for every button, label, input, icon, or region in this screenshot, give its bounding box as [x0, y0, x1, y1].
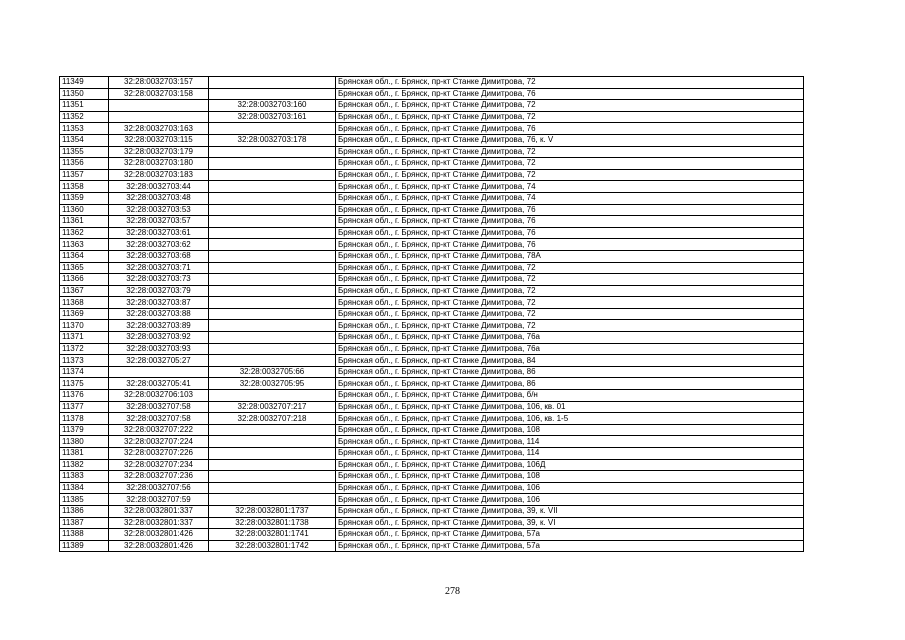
land-cadastral-cell: 32:28:0032801:337 — [109, 505, 209, 517]
land-cadastral-cell: 32:28:0032703:179 — [109, 146, 209, 158]
row-number-cell: 11355 — [60, 146, 109, 158]
address-cell: Брянская обл., г. Брянск, пр-кт Станке Димитрова, 108 — [336, 471, 804, 483]
object-cadastral-cell — [209, 436, 336, 448]
land-cadastral-cell: 32:28:0032703:157 — [109, 77, 209, 89]
object-cadastral-cell — [209, 459, 336, 471]
row-number-cell: 11388 — [60, 529, 109, 541]
object-cadastral-cell: 32:28:0032801:1741 — [209, 529, 336, 541]
land-cadastral-cell: 32:28:0032703:62 — [109, 239, 209, 251]
address-cell: Брянская обл., г. Брянск, пр-кт Станке Димитрова, 72 — [336, 320, 804, 332]
table-row — [60, 204, 804, 216]
address-cell: Брянская обл., г. Брянск, пр-кт Станке Димитрова, 76 — [336, 239, 804, 251]
row-number-cell: 11378 — [60, 413, 109, 425]
row-number-cell: 11351 — [60, 100, 109, 112]
land-cadastral-cell: 32:28:0032703:73 — [109, 274, 209, 286]
address-cell: Брянская обл., г. Брянск, пр-кт Станке Димитрова, 57а — [336, 529, 804, 541]
object-cadastral-cell — [209, 297, 336, 309]
address-cell: Брянская обл., г. Брянск, пр-кт Станке Димитрова, 86 — [336, 366, 804, 378]
table-row — [60, 320, 804, 332]
table-row — [60, 436, 804, 448]
table-row — [60, 355, 804, 367]
table-row — [60, 366, 804, 378]
row-number-cell: 11376 — [60, 390, 109, 402]
row-number-cell: 11372 — [60, 343, 109, 355]
land-cadastral-cell: 32:28:0032801:426 — [109, 529, 209, 541]
address-cell: Брянская обл., г. Брянск, пр-кт Станке Димитрова, 106, кв. 1-5 — [336, 413, 804, 425]
table-row — [60, 332, 804, 344]
land-cadastral-cell — [109, 366, 209, 378]
address-cell: Брянская обл., г. Брянск, пр-кт Станке Димитрова, 72 — [336, 158, 804, 170]
address-cell: Брянская обл., г. Брянск, пр-кт Станке Димитрова, 72 — [336, 111, 804, 123]
page-number: 278 — [445, 586, 460, 597]
table-row — [60, 517, 804, 529]
object-cadastral-cell — [209, 332, 336, 344]
row-number-cell: 11350 — [60, 88, 109, 100]
row-number-cell: 11349 — [60, 77, 109, 89]
address-cell: Брянская обл., г. Брянск, пр-кт Станке Димитрова, 74 — [336, 192, 804, 204]
row-number-cell: 11370 — [60, 320, 109, 332]
address-cell: Брянская обл., г. Брянск, пр-кт Станке Димитрова, 76 — [336, 88, 804, 100]
address-cell: Брянская обл., г. Брянск, пр-кт Станке Димитрова, 106, кв. 01 — [336, 401, 804, 413]
address-cell: Брянская обл., г. Брянск, пр-кт Станке Димитрова, 76 — [336, 204, 804, 216]
object-cadastral-cell — [209, 216, 336, 228]
object-cadastral-cell — [209, 181, 336, 193]
table-row — [60, 424, 804, 436]
object-cadastral-cell — [209, 204, 336, 216]
object-cadastral-cell — [209, 424, 336, 436]
table-row — [60, 482, 804, 494]
object-cadastral-cell: 32:28:0032801:1737 — [209, 505, 336, 517]
object-cadastral-cell — [209, 320, 336, 332]
address-cell: Брянская обл., г. Брянск, пр-кт Станке Димитрова, б/н — [336, 390, 804, 402]
address-cell: Брянская обл., г. Брянск, пр-кт Станке Димитрова, 57а — [336, 540, 804, 552]
address-cell: Брянская обл., г. Брянск, пр-кт Станке Димитрова, 72 — [336, 146, 804, 158]
land-cadastral-cell: 32:28:0032703:87 — [109, 297, 209, 309]
table-row — [60, 505, 804, 517]
object-cadastral-cell — [209, 448, 336, 460]
land-cadastral-cell: 32:28:0032801:337 — [109, 517, 209, 529]
address-cell: Брянская обл., г. Брянск, пр-кт Станке Димитрова, 72 — [336, 297, 804, 309]
row-number-cell: 11375 — [60, 378, 109, 390]
land-cadastral-cell: 32:28:0032703:44 — [109, 181, 209, 193]
row-number-cell: 11359 — [60, 192, 109, 204]
land-cadastral-cell: 32:28:0032705:41 — [109, 378, 209, 390]
address-cell: Брянская обл., г. Брянск, пр-кт Станке Димитрова, 76, к. V — [336, 134, 804, 146]
table-row — [60, 378, 804, 390]
land-cadastral-cell: 32:28:0032703:89 — [109, 320, 209, 332]
object-cadastral-cell: 32:28:0032707:217 — [209, 401, 336, 413]
object-cadastral-cell — [209, 239, 336, 251]
land-cadastral-cell: 32:28:0032703:180 — [109, 158, 209, 170]
row-number-cell: 11363 — [60, 239, 109, 251]
row-number-cell: 11357 — [60, 169, 109, 181]
table-row — [60, 169, 804, 181]
object-cadastral-cell: 32:28:0032705:66 — [209, 366, 336, 378]
table-row — [60, 529, 804, 541]
land-cadastral-cell: 32:28:0032707:234 — [109, 459, 209, 471]
table-row — [60, 239, 804, 251]
table-row — [60, 471, 804, 483]
row-number-cell: 11356 — [60, 158, 109, 170]
table-row — [60, 262, 804, 274]
table-row — [60, 343, 804, 355]
table-row — [60, 308, 804, 320]
address-cell: Брянская обл., г. Брянск, пр-кт Станке Димитрова, 76 — [336, 227, 804, 239]
object-cadastral-cell — [209, 88, 336, 100]
object-cadastral-cell: 32:28:0032703:160 — [209, 100, 336, 112]
table-row — [60, 274, 804, 286]
row-number-cell: 11377 — [60, 401, 109, 413]
object-cadastral-cell — [209, 285, 336, 297]
object-cadastral-cell — [209, 262, 336, 274]
land-cadastral-cell: 32:28:0032707:58 — [109, 401, 209, 413]
object-cadastral-cell — [209, 355, 336, 367]
row-number-cell: 11367 — [60, 285, 109, 297]
object-cadastral-cell: 32:28:0032801:1742 — [209, 540, 336, 552]
land-cadastral-cell: 32:28:0032707:58 — [109, 413, 209, 425]
table-row — [60, 123, 804, 135]
row-number-cell: 11373 — [60, 355, 109, 367]
object-cadastral-cell — [209, 494, 336, 506]
land-cadastral-cell — [109, 100, 209, 112]
table-row — [60, 285, 804, 297]
row-number-cell: 11379 — [60, 424, 109, 436]
land-cadastral-cell: 32:28:0032703:71 — [109, 262, 209, 274]
row-number-cell: 11366 — [60, 274, 109, 286]
land-cadastral-cell: 32:28:0032707:224 — [109, 436, 209, 448]
table-row — [60, 181, 804, 193]
address-cell: Брянская обл., г. Брянск, пр-кт Станке Димитрова, 86 — [336, 378, 804, 390]
property-table — [59, 76, 804, 552]
object-cadastral-cell — [209, 471, 336, 483]
address-cell: Брянская обл., г. Брянск, пр-кт Станке Димитрова, 106 — [336, 494, 804, 506]
row-number-cell: 11374 — [60, 366, 109, 378]
row-number-cell: 11365 — [60, 262, 109, 274]
row-number-cell: 11387 — [60, 517, 109, 529]
land-cadastral-cell: 32:28:0032706:103 — [109, 390, 209, 402]
table-row — [60, 134, 804, 146]
table-row — [60, 390, 804, 402]
row-number-cell: 11369 — [60, 308, 109, 320]
address-cell: Брянская обл., г. Брянск, пр-кт Станке Димитрова, 72 — [336, 308, 804, 320]
address-cell: Брянская обл., г. Брянск, пр-кт Станке Димитрова, 106 — [336, 482, 804, 494]
object-cadastral-cell — [209, 390, 336, 402]
address-cell: Брянская обл., г. Брянск, пр-кт Станке Димитрова, 72 — [336, 100, 804, 112]
object-cadastral-cell: 32:28:0032703:161 — [209, 111, 336, 123]
row-number-cell: 11386 — [60, 505, 109, 517]
land-cadastral-cell: 32:28:0032703:158 — [109, 88, 209, 100]
address-cell: Брянская обл., г. Брянск, пр-кт Станке Димитрова, 114 — [336, 448, 804, 460]
address-cell: Брянская обл., г. Брянск, пр-кт Станке Димитрова, 76а — [336, 343, 804, 355]
land-cadastral-cell: 32:28:0032703:93 — [109, 343, 209, 355]
row-number-cell: 11364 — [60, 250, 109, 262]
row-number-cell: 11381 — [60, 448, 109, 460]
object-cadastral-cell — [209, 250, 336, 262]
row-number-cell: 11358 — [60, 181, 109, 193]
land-cadastral-cell — [109, 111, 209, 123]
table-row — [60, 111, 804, 123]
land-cadastral-cell: 32:28:0032703:53 — [109, 204, 209, 216]
object-cadastral-cell — [209, 123, 336, 135]
land-cadastral-cell: 32:28:0032707:236 — [109, 471, 209, 483]
land-cadastral-cell: 32:28:0032707:222 — [109, 424, 209, 436]
land-cadastral-cell: 32:28:0032801:426 — [109, 540, 209, 552]
address-cell: Брянская обл., г. Брянск, пр-кт Станке Димитрова, 76а — [336, 332, 804, 344]
table-row — [60, 413, 804, 425]
address-cell: Брянская обл., г. Брянск, пр-кт Станке Димитрова, 114 — [336, 436, 804, 448]
land-cadastral-cell: 32:28:0032703:183 — [109, 169, 209, 181]
object-cadastral-cell — [209, 146, 336, 158]
object-cadastral-cell — [209, 343, 336, 355]
address-cell: Брянская обл., г. Брянск, пр-кт Станке Димитрова, 74 — [336, 181, 804, 193]
address-cell: Брянская обл., г. Брянск, пр-кт Станке Димитрова, 72 — [336, 169, 804, 181]
address-cell: Брянская обл., г. Брянск, пр-кт Станке Димитрова, 76 — [336, 123, 804, 135]
land-cadastral-cell: 32:28:0032705:27 — [109, 355, 209, 367]
land-cadastral-cell: 32:28:0032703:61 — [109, 227, 209, 239]
address-cell: Брянская обл., г. Брянск, пр-кт Станке Димитрова, 78А — [336, 250, 804, 262]
land-cadastral-cell: 32:28:0032703:79 — [109, 285, 209, 297]
table-row — [60, 250, 804, 262]
table-row — [60, 540, 804, 552]
land-cadastral-cell: 32:28:0032707:56 — [109, 482, 209, 494]
object-cadastral-cell — [209, 227, 336, 239]
table-row — [60, 192, 804, 204]
object-cadastral-cell — [209, 169, 336, 181]
table-row — [60, 88, 804, 100]
table-row — [60, 297, 804, 309]
table-row — [60, 100, 804, 112]
row-number-cell: 11352 — [60, 111, 109, 123]
row-number-cell: 11360 — [60, 204, 109, 216]
row-number-cell: 11371 — [60, 332, 109, 344]
object-cadastral-cell — [209, 158, 336, 170]
address-cell: Брянская обл., г. Брянск, пр-кт Станке Димитрова, 108 — [336, 424, 804, 436]
table-row — [60, 146, 804, 158]
table-row — [60, 401, 804, 413]
object-cadastral-cell: 32:28:0032801:1738 — [209, 517, 336, 529]
row-number-cell: 11368 — [60, 297, 109, 309]
row-number-cell: 11384 — [60, 482, 109, 494]
object-cadastral-cell: 32:28:0032703:178 — [209, 134, 336, 146]
row-number-cell: 11354 — [60, 134, 109, 146]
row-number-cell: 11380 — [60, 436, 109, 448]
row-number-cell: 11382 — [60, 459, 109, 471]
object-cadastral-cell: 32:28:0032707:218 — [209, 413, 336, 425]
land-cadastral-cell: 32:28:0032703:68 — [109, 250, 209, 262]
table-row — [60, 216, 804, 228]
land-cadastral-cell: 32:28:0032703:88 — [109, 308, 209, 320]
table-row — [60, 227, 804, 239]
land-cadastral-cell: 32:28:0032703:163 — [109, 123, 209, 135]
row-number-cell: 11385 — [60, 494, 109, 506]
address-cell: Брянская обл., г. Брянск, пр-кт Станке Димитрова, 39, к. VI — [336, 517, 804, 529]
object-cadastral-cell — [209, 77, 336, 89]
address-cell: Брянская обл., г. Брянск, пр-кт Станке Димитрова, 106Д — [336, 459, 804, 471]
row-number-cell: 11383 — [60, 471, 109, 483]
table-row — [60, 459, 804, 471]
land-cadastral-cell: 32:28:0032703:92 — [109, 332, 209, 344]
address-cell: Брянская обл., г. Брянск, пр-кт Станке Димитрова, 72 — [336, 274, 804, 286]
address-cell: Брянская обл., г. Брянск, пр-кт Станке Димитрова, 84 — [336, 355, 804, 367]
land-cadastral-cell: 32:28:0032707:226 — [109, 448, 209, 460]
table-row — [60, 158, 804, 170]
address-cell: Брянская обл., г. Брянск, пр-кт Станке Димитрова, 72 — [336, 262, 804, 274]
land-cadastral-cell: 32:28:0032703:115 — [109, 134, 209, 146]
table-row — [60, 494, 804, 506]
object-cadastral-cell — [209, 274, 336, 286]
land-cadastral-cell: 32:28:0032707:59 — [109, 494, 209, 506]
object-cadastral-cell — [209, 482, 336, 494]
table-row — [60, 448, 804, 460]
property-table-body — [60, 77, 804, 552]
object-cadastral-cell — [209, 308, 336, 320]
address-cell: Брянская обл., г. Брянск, пр-кт Станке Димитрова, 72 — [336, 285, 804, 297]
address-cell: Брянская обл., г. Брянск, пр-кт Станке Димитрова, 72 — [336, 77, 804, 89]
row-number-cell: 11362 — [60, 227, 109, 239]
address-cell: Брянская обл., г. Брянск, пр-кт Станке Димитрова, 76 — [336, 216, 804, 228]
row-number-cell: 11353 — [60, 123, 109, 135]
object-cadastral-cell: 32:28:0032705:95 — [209, 378, 336, 390]
land-cadastral-cell: 32:28:0032703:57 — [109, 216, 209, 228]
row-number-cell: 11361 — [60, 216, 109, 228]
table-row — [60, 77, 804, 89]
land-cadastral-cell: 32:28:0032703:48 — [109, 192, 209, 204]
address-cell: Брянская обл., г. Брянск, пр-кт Станке Димитрова, 39, к. VII — [336, 505, 804, 517]
object-cadastral-cell — [209, 192, 336, 204]
row-number-cell: 11389 — [60, 540, 109, 552]
